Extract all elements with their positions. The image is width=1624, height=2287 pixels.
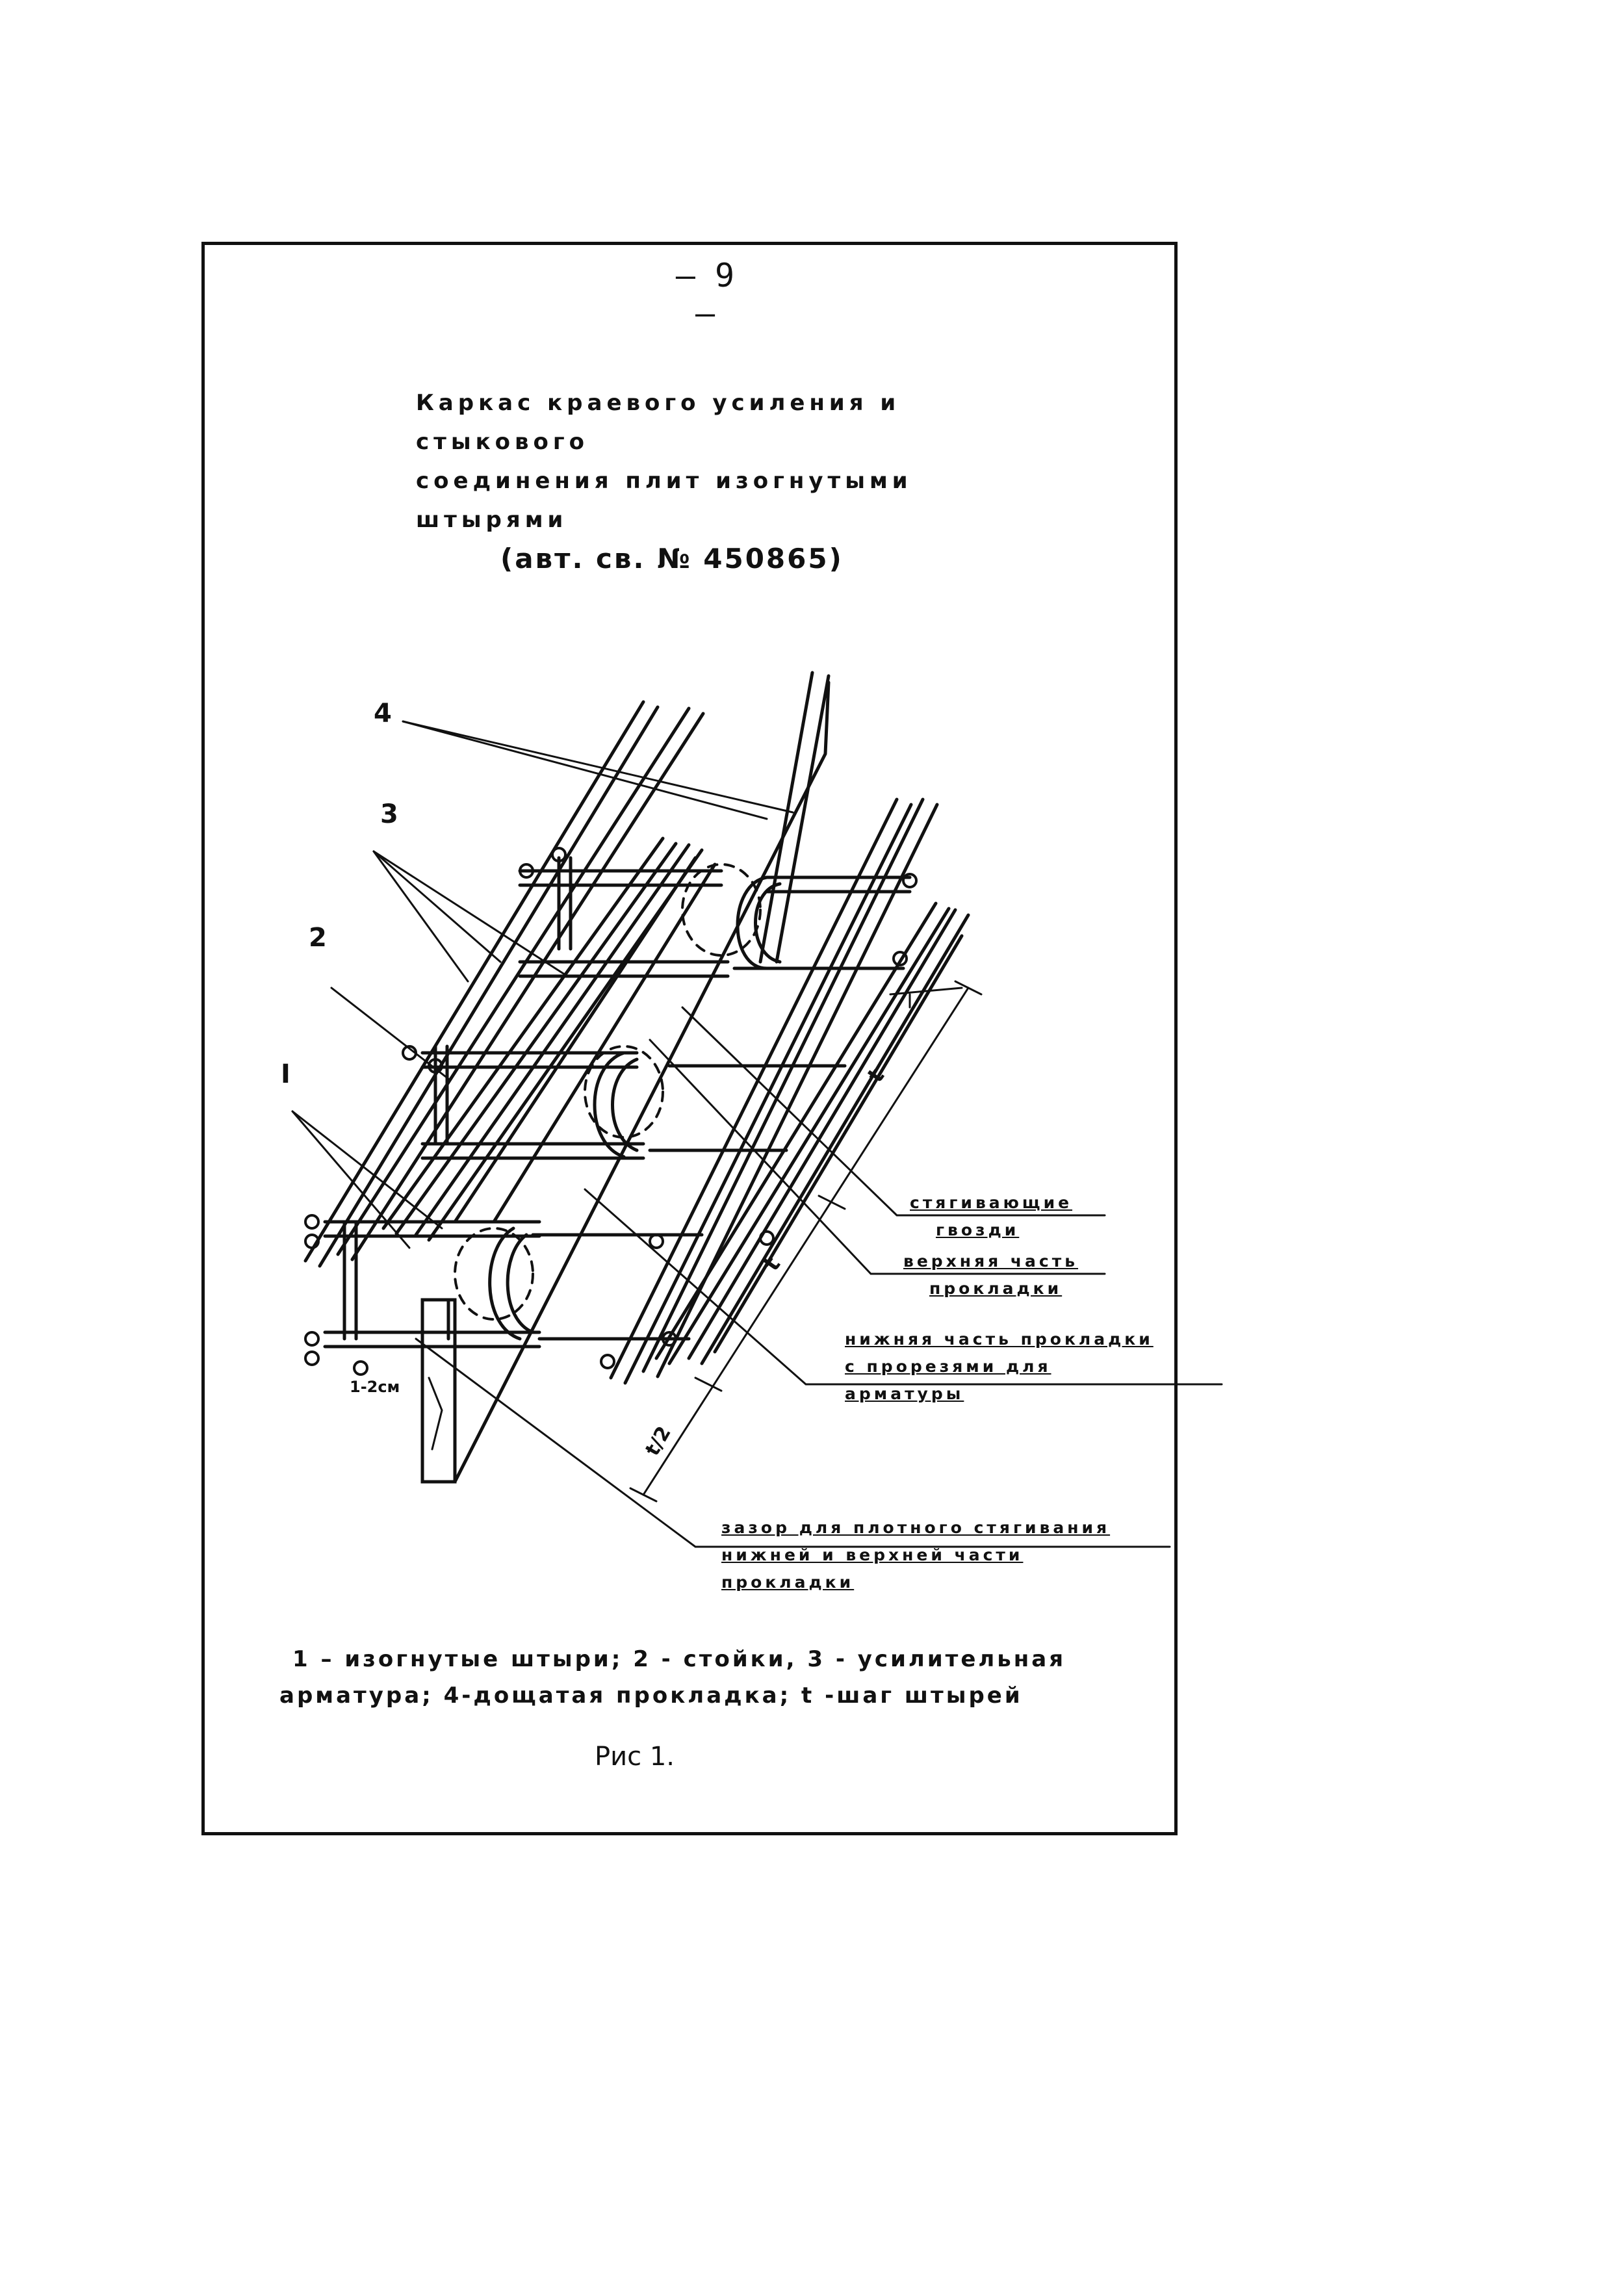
step-label-2: t — [758, 1252, 786, 1276]
title-line-3: (авт. св. № 450865) — [500, 543, 844, 575]
callout-3: 3 — [380, 799, 398, 829]
upper-line-2: прокладки — [929, 1279, 1063, 1298]
lower-line-1: нижняя часть прокладки — [845, 1330, 1154, 1349]
gap-line-2: нижней и верхней части — [721, 1545, 1024, 1564]
callout-1: I — [281, 1059, 290, 1089]
upper-line-1: верхняя часть — [903, 1252, 1079, 1271]
title-line-2: соединения плит изогнутыми штырями — [416, 468, 912, 533]
nails-line-1: стягивающие — [910, 1193, 1073, 1212]
legend — [279, 1641, 1072, 1714]
half-step-label: t/2 — [641, 1422, 676, 1460]
gap-line-3: прокладки — [721, 1573, 855, 1592]
gap-size-label: 1-2см — [350, 1378, 400, 1396]
step-label-1: t — [862, 1063, 890, 1088]
lower-spacer-annotation — [845, 1326, 1154, 1408]
gap-annotation — [721, 1514, 1110, 1596]
legend-line-2: арматура; 4-дощатая прокладка; t -шаг штырей — [279, 1683, 1023, 1709]
callout-4: 4 — [374, 699, 392, 729]
page-number: – 9 – — [675, 257, 735, 332]
title-line-1: Каркас краевого усиления и стыкового — [416, 390, 901, 455]
legend-line-1: 1 – изогнутые штыри; 2 - стойки, 3 - усилительная — [292, 1646, 1066, 1672]
lower-line-3: арматуры — [845, 1384, 964, 1403]
gap-line-1: зазор для плотного стягивания — [721, 1518, 1111, 1537]
figure-caption: Рис 1. — [595, 1742, 675, 1772]
lower-line-2: с прорезями для — [845, 1357, 1051, 1376]
callout-2: 2 — [309, 923, 327, 953]
nails-line-2: гвозди — [936, 1221, 1020, 1239]
upper-spacer-annotation — [903, 1248, 1078, 1302]
nails-annotation — [910, 1189, 1072, 1244]
longitudinal-bars — [305, 673, 968, 1383]
transverse-bars — [325, 871, 910, 1347]
plank — [422, 682, 829, 1482]
